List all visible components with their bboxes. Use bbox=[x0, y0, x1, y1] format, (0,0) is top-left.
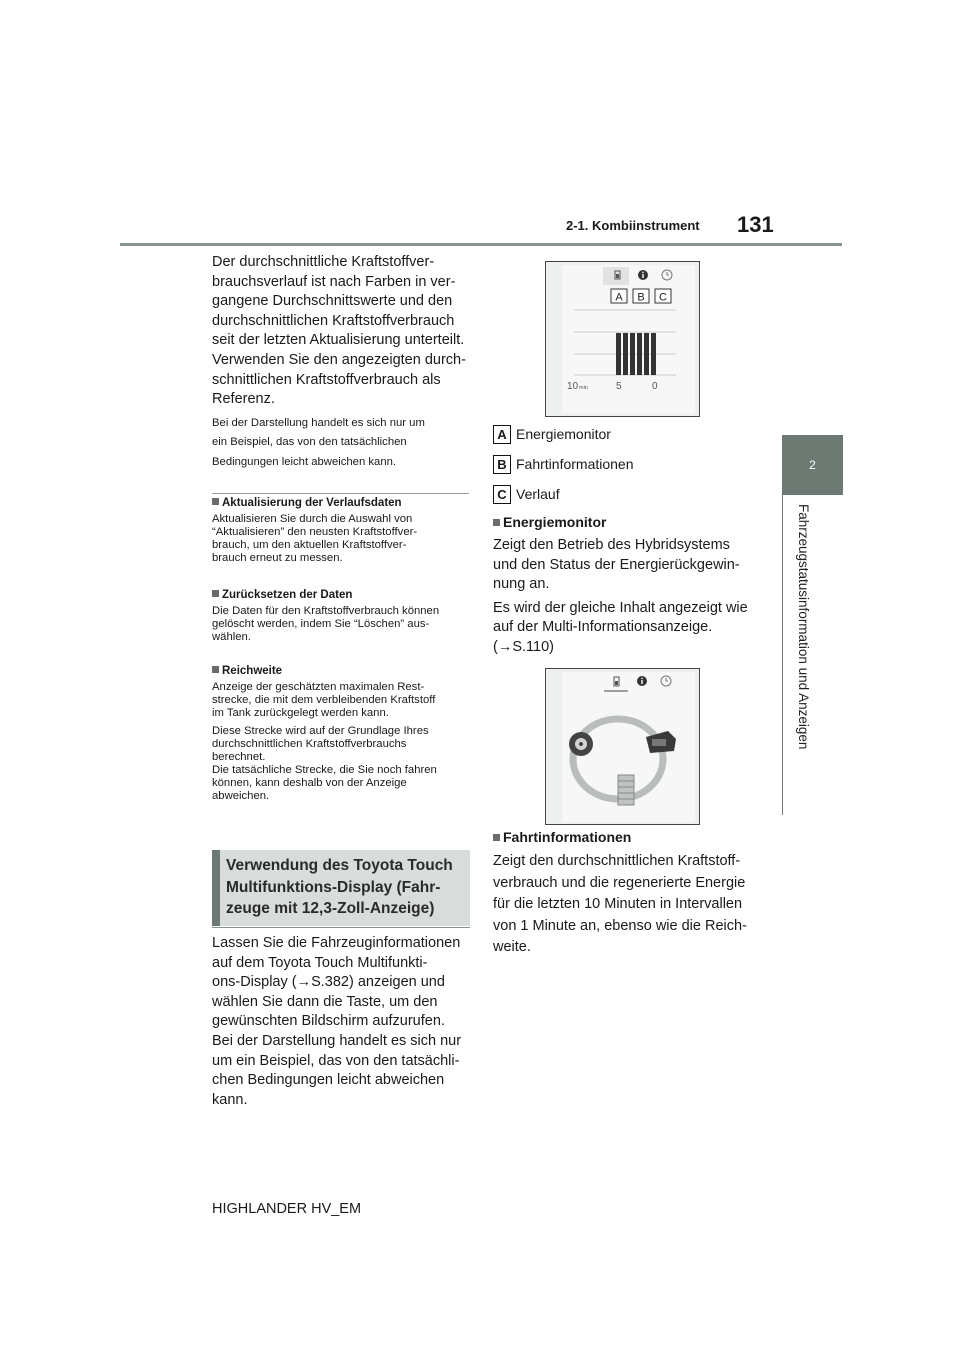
info-icon bbox=[638, 270, 648, 280]
text-line: Die Daten für den Kraftstoffverbrauch können bbox=[212, 605, 440, 617]
bullet-square-icon bbox=[212, 498, 219, 505]
display-illustration-history bbox=[545, 261, 700, 417]
update-section bbox=[212, 497, 470, 565]
tab-label-b bbox=[633, 289, 649, 304]
range-text-b bbox=[212, 725, 470, 803]
text-line: weite. bbox=[493, 939, 531, 956]
text-line: können, kann deshalb von der Anzeige bbox=[212, 777, 407, 789]
text-line: auf der Multi-Informationsanzeige. bbox=[493, 619, 713, 636]
section-heading-box bbox=[212, 850, 470, 926]
text-line: durchschnittlichen Kraftstoffverbrauchs bbox=[212, 738, 407, 750]
text-line: brauchsverlauf ist nach Farben in ver- bbox=[212, 273, 456, 290]
text-line: von 1 Minute an, ebenso wie die Reich- bbox=[493, 917, 747, 934]
text-line: Bedingungen leicht abweichen kann. bbox=[212, 455, 397, 468]
energy-text bbox=[493, 536, 753, 660]
update-text bbox=[212, 513, 470, 565]
text-line: und den Status der Energierückgewin- bbox=[493, 556, 740, 573]
text-line: Die tatsächliche Strecke, die Sie noch fahren bbox=[212, 764, 437, 776]
chapter-tab-line bbox=[782, 495, 843, 815]
legend-label: Fahrtinformationen bbox=[516, 456, 634, 472]
text-line: nung an. bbox=[493, 576, 550, 593]
history-bar bbox=[630, 333, 635, 375]
text-line: zeuge mit 12,3-Zoll-Anzeige) bbox=[226, 900, 435, 917]
text-line: ons-Display (→S.382) anzeigen und bbox=[212, 974, 445, 991]
energy-paragraph-1 bbox=[493, 536, 753, 595]
text-line: ein Beispiel, das von den tatsächlichen bbox=[212, 436, 407, 449]
range-text-a bbox=[212, 681, 470, 720]
section-title: 2-1. Kombiinstrument bbox=[566, 218, 700, 233]
text-line: Verwendung des Toyota Touch bbox=[226, 857, 453, 874]
text-line: Es wird der gleiche Inhalt angezeigt wie bbox=[493, 599, 748, 616]
legend-item-b bbox=[493, 454, 743, 474]
energy-paragraph-2 bbox=[493, 599, 753, 658]
history-screen-svg bbox=[546, 262, 699, 416]
tab-label-a bbox=[611, 289, 627, 304]
tab-label-c bbox=[655, 289, 671, 304]
text-line: Bei der Darstellung handelt es sich nur bbox=[212, 1032, 462, 1049]
text-line: Der durchschnittliche Kraftstoffver- bbox=[212, 254, 435, 270]
text-line: strecke, die mit dem verbleibenden Kraftstoff bbox=[212, 694, 436, 706]
reset-text bbox=[212, 605, 470, 644]
bullet-square-icon bbox=[493, 834, 500, 841]
update-heading: Aktualisierung der Verlaufsdaten bbox=[212, 497, 470, 510]
energy-screen-svg bbox=[546, 669, 699, 824]
history-bar bbox=[616, 333, 621, 375]
trip-heading: Fahrtinformationen bbox=[493, 829, 631, 845]
info-icon bbox=[637, 676, 647, 686]
section-heading bbox=[226, 855, 464, 920]
text-line: im Tank zurückgelegt werden kann. bbox=[212, 707, 389, 719]
energy-heading: Energiemonitor bbox=[493, 514, 606, 530]
text-line: kann. bbox=[212, 1091, 248, 1108]
axis-unit: min bbox=[579, 385, 588, 391]
intro-paragraph bbox=[212, 253, 468, 410]
text-line: Anzeige der geschätzten maximalen Rest- bbox=[212, 681, 425, 693]
text-line: um ein Beispiel, das von den tatsächli- bbox=[212, 1052, 460, 1069]
axis-label-10: 10 bbox=[567, 381, 579, 392]
range-section bbox=[212, 665, 470, 803]
heading-accent-bar bbox=[212, 850, 220, 926]
history-bar bbox=[637, 333, 642, 375]
text-line: gangene Durchschnittswerte und den bbox=[212, 293, 453, 310]
text-line: für die letzten 10 Minuten in Intervallen bbox=[493, 896, 743, 913]
text-line: auf dem Toyota Touch Multifunkti- bbox=[212, 954, 428, 971]
page-number: 131 bbox=[737, 212, 774, 237]
text-line: verbrauch und die regenerierte Energie bbox=[493, 874, 746, 891]
text-line: durchschnittlichen Kraftstoffverbrauch bbox=[212, 312, 455, 329]
tab-letter: C bbox=[659, 291, 667, 304]
battery-icon bbox=[618, 775, 634, 805]
legend-key: B bbox=[493, 455, 511, 474]
legend-item-c bbox=[493, 484, 743, 504]
text-line: berechnet. bbox=[212, 751, 266, 763]
bullet-square-icon bbox=[212, 590, 219, 597]
bullet-square-icon bbox=[212, 666, 219, 673]
heading-underline bbox=[212, 927, 470, 928]
text-line: Referenz. bbox=[212, 391, 275, 408]
text-line: Verwenden Sie den angezeigten durch- bbox=[212, 351, 466, 368]
legend-label: Energiemonitor bbox=[516, 426, 611, 442]
page-reference: (→S.110) bbox=[493, 638, 554, 655]
bullet-square-icon bbox=[493, 519, 500, 526]
text-line: brauch erneut zu messen. bbox=[212, 552, 343, 564]
text-line: gewünschten Bildschirm aufzurufen. bbox=[212, 1013, 445, 1030]
chapter-number: 2 bbox=[809, 458, 816, 472]
touch-display-paragraph bbox=[212, 934, 470, 1110]
text-line: wählen. bbox=[212, 631, 251, 643]
wheel-icon bbox=[569, 732, 593, 756]
chapter-title: Fahrzeugstatusinformation und Anzeigen bbox=[796, 504, 811, 750]
text-line: Zeigt den durchschnittlichen Kraftstoff- bbox=[493, 853, 741, 869]
text-line: Multifunktions-Display (Fahr- bbox=[226, 878, 441, 896]
history-bar bbox=[644, 333, 649, 375]
example-note bbox=[212, 414, 470, 472]
header-divider bbox=[120, 243, 842, 246]
tab-letter: A bbox=[615, 291, 623, 304]
trip-text bbox=[493, 852, 753, 960]
text-line: Bei der Darstellung handelt es sich nur um bbox=[212, 417, 425, 429]
text-line: Aktualisieren Sie durch die Auswahl von bbox=[212, 513, 413, 525]
legend-key: A bbox=[493, 425, 511, 444]
text-line: abweichen. bbox=[212, 790, 270, 802]
text-line: seit der letzten Aktualisierung unterteilt. bbox=[212, 332, 465, 349]
text-line: Zeigt den Betrieb des Hybridsystems bbox=[493, 537, 730, 553]
text-line: “Aktualisieren” den neusten Kraftstoffver- bbox=[212, 526, 418, 538]
legend-item-a bbox=[493, 424, 743, 444]
legend-key: C bbox=[493, 485, 511, 504]
text-line: schnittlichen Kraftstoffverbrauch als bbox=[212, 371, 441, 388]
axis-label-5: 5 bbox=[616, 381, 622, 392]
text-line: Diese Strecke wird auf der Grundlage Ihres bbox=[212, 725, 429, 737]
text-line: gelöscht werden, indem Sie “Löschen” aus- bbox=[212, 618, 430, 630]
tab-letter: B bbox=[637, 291, 645, 304]
legend-label: Verlauf bbox=[516, 486, 560, 502]
footer-model: HIGHLANDER HV_EM bbox=[212, 1201, 362, 1217]
text-line: chen Bedingungen leicht abweichen bbox=[212, 1072, 445, 1089]
range-heading: Reichweite bbox=[212, 665, 470, 678]
reset-section bbox=[212, 589, 470, 644]
note-divider bbox=[212, 493, 469, 494]
display-illustration-energy bbox=[545, 668, 700, 825]
text-line: wählen Sie dann die Taste, um den bbox=[212, 993, 438, 1010]
reset-heading: Zurücksetzen der Daten bbox=[212, 589, 470, 602]
axis-label-0: 0 bbox=[652, 381, 658, 392]
chapter-tab bbox=[782, 435, 843, 495]
history-bar bbox=[623, 333, 628, 375]
text-line: Lassen Sie die Fahrzeuginformationen bbox=[212, 935, 461, 951]
text-line: brauch, um den aktuellen Kraftstoffver- bbox=[212, 539, 407, 551]
history-bar bbox=[651, 333, 656, 375]
